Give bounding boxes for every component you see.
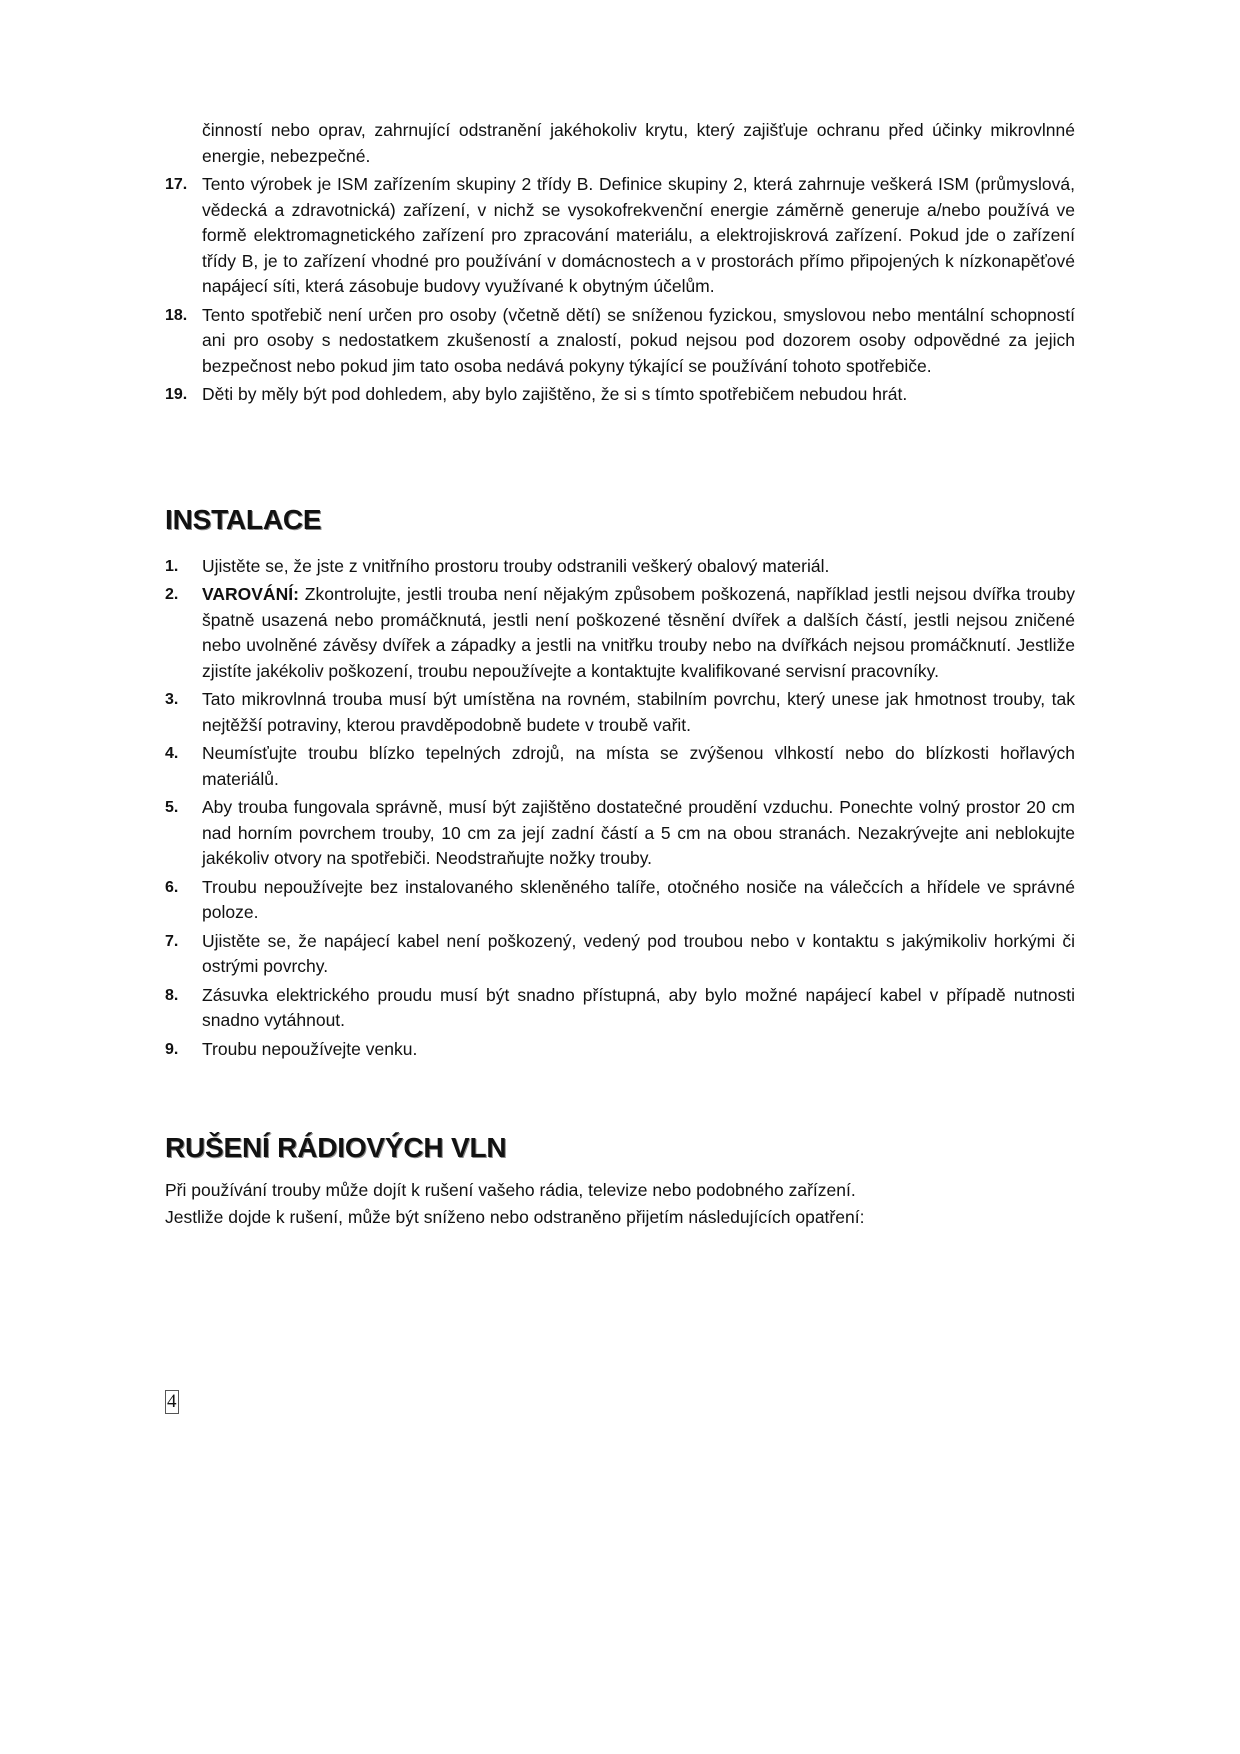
list-item xyxy=(165,875,1075,926)
installation-list xyxy=(165,554,1075,1063)
item-number: 5. xyxy=(165,799,179,816)
list-item xyxy=(165,687,1075,738)
list-item xyxy=(165,741,1075,792)
item-text: Troubu nepoužívejte bez instalovaného skleněného talíře, otočného nosiče na válečcích a hřídele ve správné poloze. xyxy=(202,876,1075,922)
item-number: 1. xyxy=(165,557,179,575)
item-text: Neumísťujte troubu blízko tepelných zdrojů, na místa se zvýšenou vlhkostí nebo do blízkosti hořlavých materiálů. xyxy=(202,743,1075,789)
list-item xyxy=(165,382,1075,408)
radio-interference-heading: RUŠENÍ RÁDIOVÝCH VLN xyxy=(165,1132,507,1163)
continuation-paragraph: činností nebo oprav, zahrnující odstranění jakéhokoliv krytu, který zajišťuje ochranu před účinky mikrovlnné energie, nebezpečné. xyxy=(202,120,1075,166)
item-number: 9. xyxy=(165,1040,179,1058)
radio-paragraph-1: Při používání trouby může dojít k rušení vašeho rádia, televize nebo podobného zařízení. xyxy=(165,1180,856,1200)
item-number: 4. xyxy=(165,745,179,762)
radio-paragraph-2: Jestliže dojde k rušení, může být sníženo nebo odstraněno přijetím následujících opatření: xyxy=(165,1206,865,1227)
item-text: Tato mikrovlnná trouba musí být umístěna na rovném, stabilním povrchu, který unese jak hmotnost trouby, tak nejtěžší potraviny, kterou pravděpodobně budete v troubě vařit. xyxy=(202,689,1075,735)
item-number: 6. xyxy=(165,878,179,896)
item-text: Ujistěte se, že jste z vnitřního prostoru trouby odstranili veškerý obalový materiál. xyxy=(202,555,830,576)
installation-heading: INSTALACE xyxy=(165,503,322,535)
document-page xyxy=(165,118,1075,1231)
list-item xyxy=(165,983,1075,1034)
item-text: Ujistěte se, že napájecí kabel není poškozený, vedený pod troubou nebo v kontaktu s jakýmikoliv horkými či ostrými povrchy. xyxy=(202,930,1075,976)
item-text: Tento spotřebič není určen pro osoby (včetně dětí) se sníženou fyzickou, smyslovou nebo mentální schopností ani pro osoby s nedostatkem zkušeností a znalostí, pokud nejsou pod dozorem osoby odpovědné za jejich bezpečnost nebo pokud jim tato osoba nedává pokyny týkající se používání tohoto spotřebiče. xyxy=(202,304,1075,376)
page-number: 4 xyxy=(167,1391,177,1412)
list-item xyxy=(165,1037,1075,1063)
item-number: 7. xyxy=(165,932,179,950)
list-item xyxy=(165,929,1075,980)
list-item xyxy=(165,172,1075,300)
item-number: 3. xyxy=(165,691,179,708)
warning-label: VAROVÁNÍ: xyxy=(202,584,299,604)
item-number: 17. xyxy=(165,176,188,193)
item-text: Zásuvka elektrického proudu musí být snadno přístupná, aby bylo možné napájecí kabel v případě nutnosti snadno vytáhnout. xyxy=(202,984,1075,1030)
item-text: Děti by měly být pod dohledem, aby bylo zajištěno, že si s tímto spotřebičem nebudou hrát. xyxy=(202,384,908,404)
list-item xyxy=(165,554,1075,580)
list-item xyxy=(165,795,1075,872)
item-text: Tento výrobek je ISM zařízením skupiny 2 třídy B. Definice skupiny 2, která zahrnuje veškerá ISM (průmyslová, vědecká a zdravotnická) zařízení, v nichž se vysokofrekvenční energie záměrně generuje a/nebo používá ve formě elektromagnetického zařízení pro zpracování materiálu, a elektrojiskrová zařízení. Pokud jde o zařízení třídy B, je to zařízení vhodné pro používání v domácnostech a v prostorách přímo připojených k nízkonapěťové napájecí síti, která zásobuje budovy využívané k obytným účelům. xyxy=(202,174,1075,296)
item-number: 2. xyxy=(165,586,179,603)
item-text: Troubu nepoužívejte venku. xyxy=(202,1038,418,1059)
list-item xyxy=(165,582,1075,684)
item-text: Aby trouba fungovala správně, musí být zajištěno dostatečné proudění vzduchu. Ponechte volný prostor 20 cm nad horním povrchem trouby, 10 cm za její zadní částí a 5 cm na obou stranách. Nezakrývejte ani neblokujte jakékoliv otvory na spotřebiči. Neodstraňujte nožky trouby. xyxy=(202,797,1075,868)
safety-list xyxy=(165,172,1075,408)
item-number: 8. xyxy=(165,986,179,1004)
item-number: 18. xyxy=(165,306,188,324)
item-number: 19. xyxy=(165,386,188,403)
item-text-container xyxy=(202,582,1075,684)
list-item xyxy=(165,303,1075,380)
item-text: Zkontrolujte, jestli trouba není nějakým způsobem poškozená, například jestli nejsou dvířka trouby špatně usazená nebo promáčknutá, jestli není poškozené těsnění dvířek a dalších částí, jestli nejsou zničené nebo uvolněné závěsy dvířek a západky a jestli na vnitřku trouby nebo na dvířkách nejsou promáčknutí. Jestliže zjistíte jakékoliv poškození, troubu nepoužívejte a kontaktujte kvalifikované servisní pracovníky. xyxy=(202,584,1075,681)
